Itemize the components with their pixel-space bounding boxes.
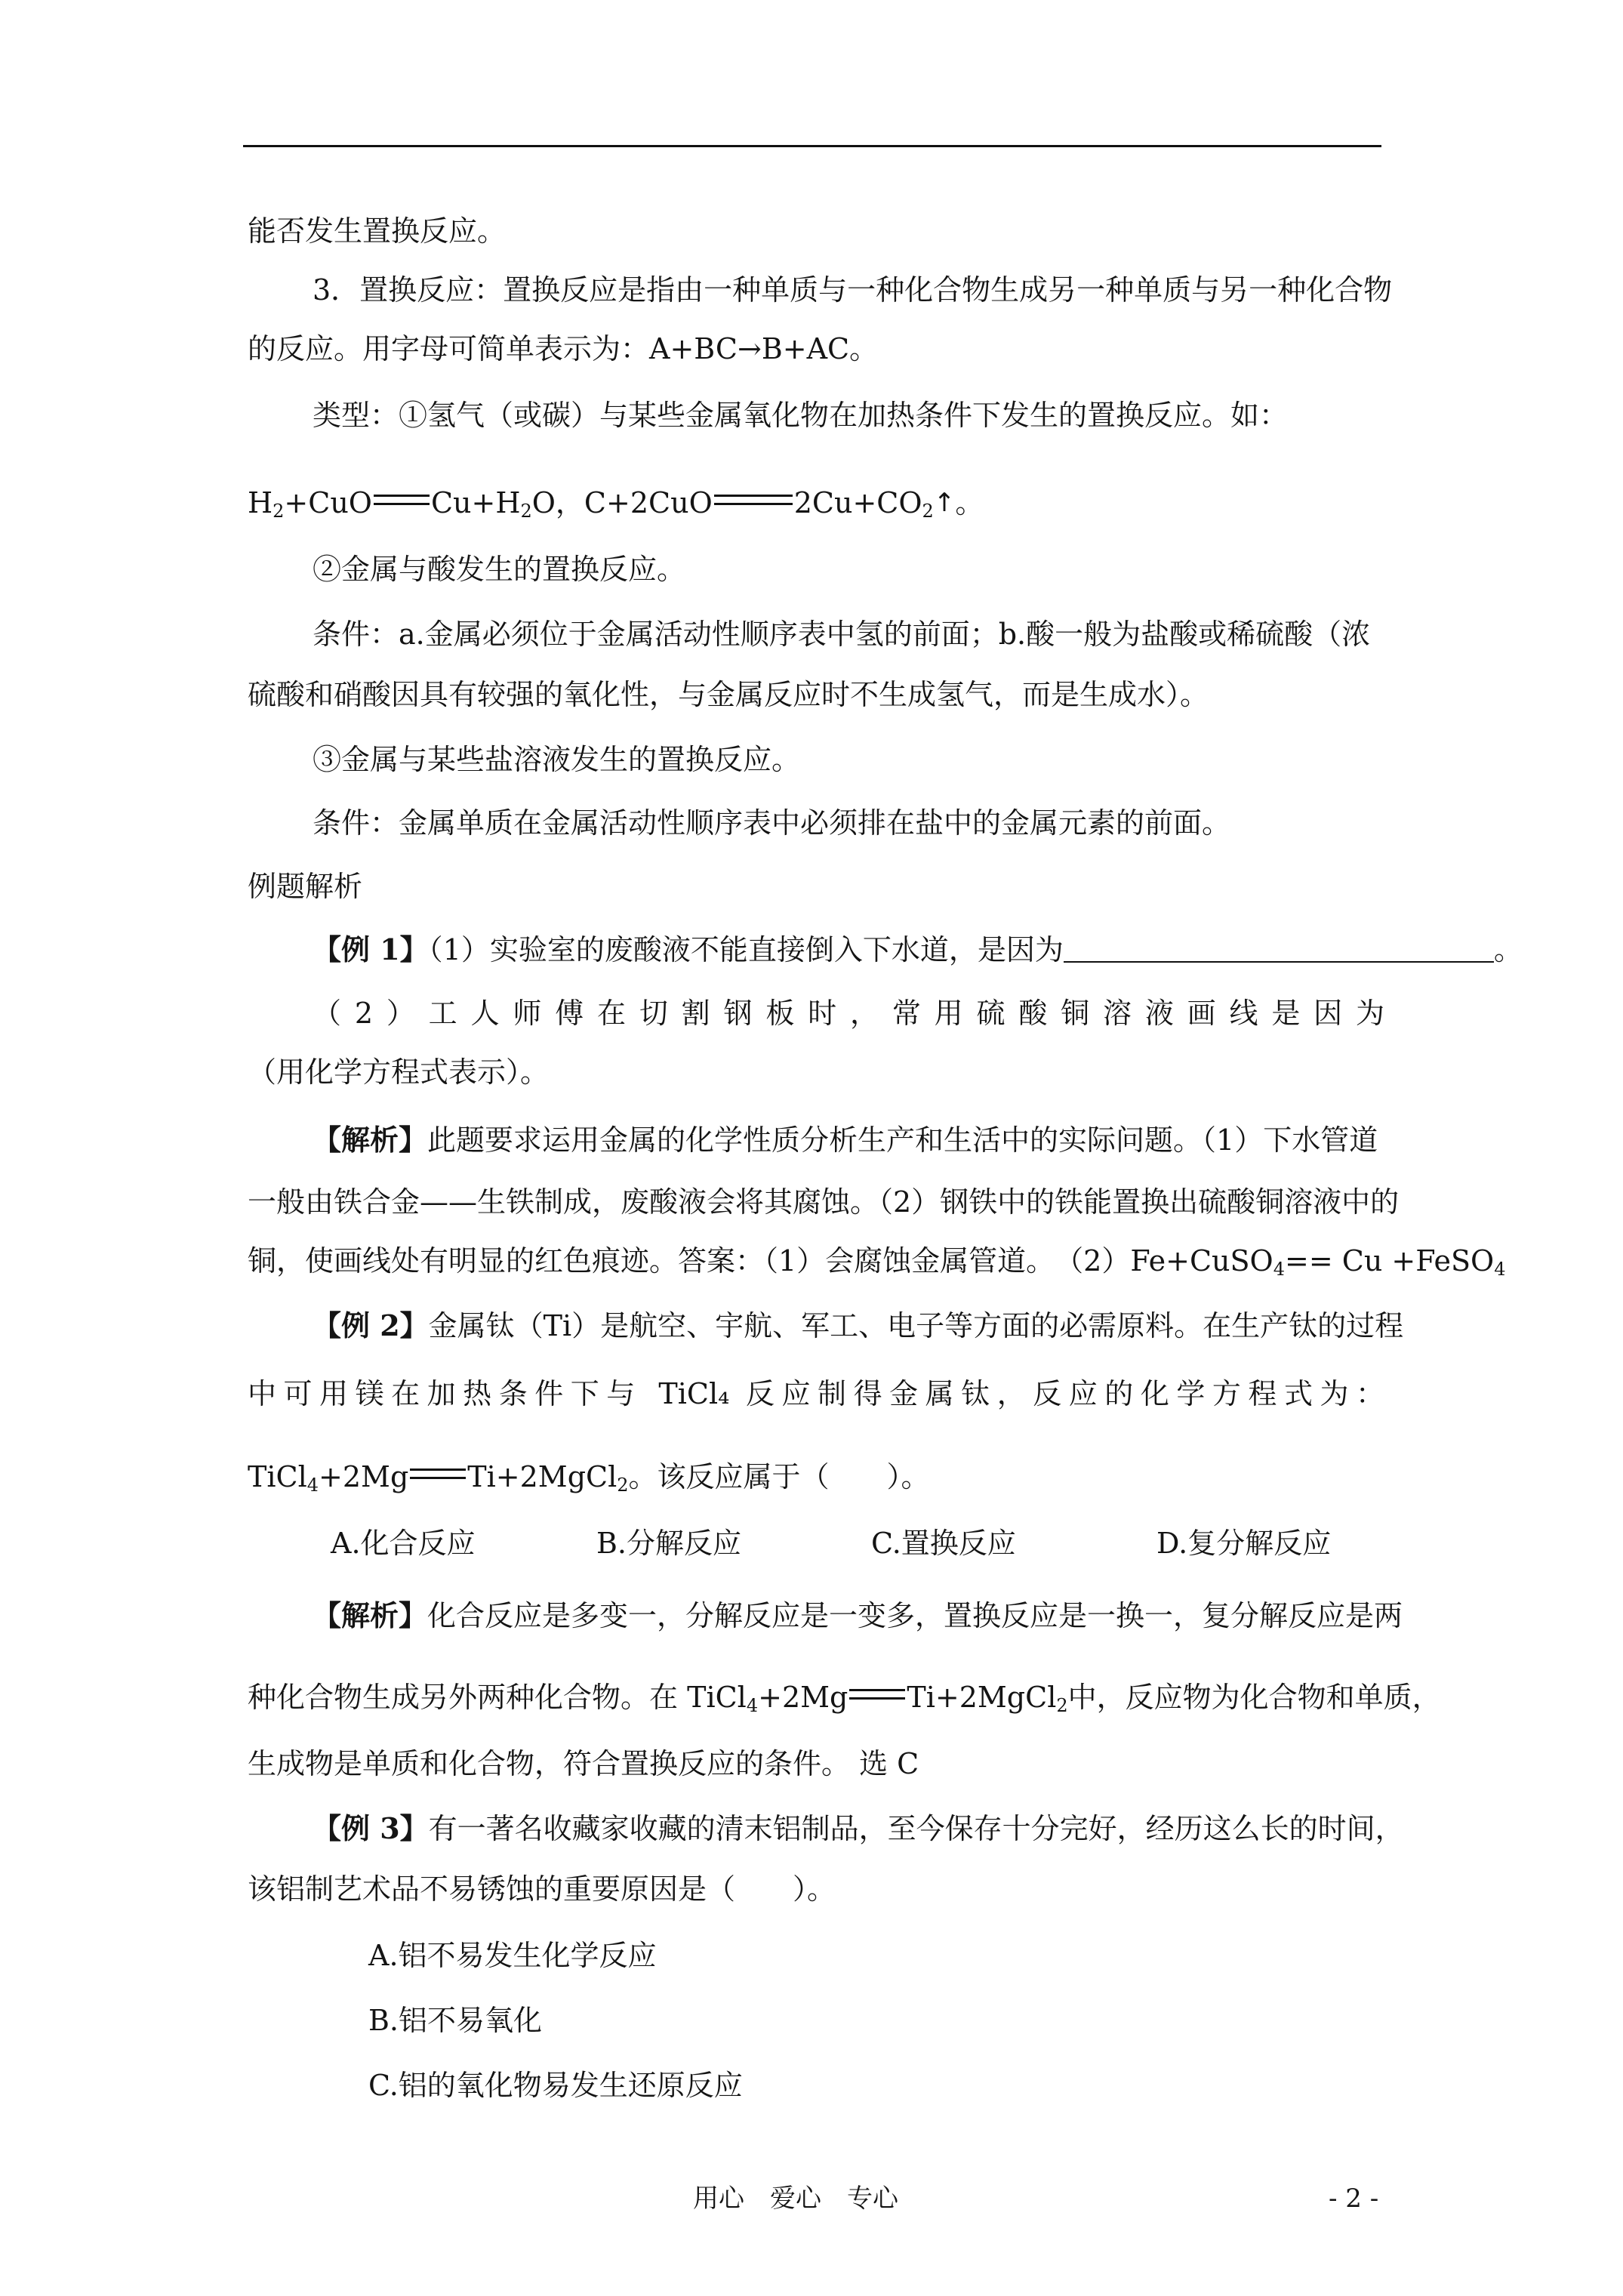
- text-line: 条件：金属单质在金属活动性顺序表中必须排在盐中的金属元素的前面。: [313, 806, 1231, 840]
- answer-line: 铜，使画线处有明显的红色痕迹。答案：（1）会腐蚀金属管道。 （2）Fe+CuSO$_4$== Cu +FeSO$_4$: [248, 1244, 1506, 1280]
- text-line: 该铝制艺术品不易锈蚀的重要原因是（ ）。: [248, 1872, 836, 1906]
- option-d-wrap: [1156, 1524, 1331, 1563]
- option-b[interactable]: B.分解反应: [596, 1527, 742, 1560]
- equation-line-2: TiCl$_4$+2Mg Ti+2MgCl$_2$。该反应属于（ ）。: [248, 1460, 930, 1496]
- equals-sign-icon: [849, 1689, 905, 1700]
- header-rule: [243, 145, 1381, 147]
- text-line: 硫酸和硝酸因具有较强的氧化性，与金属反应时不生成氢气，而是生成水）。: [248, 678, 1209, 711]
- equals-sign-icon: [714, 495, 793, 505]
- equation-line-1: $H_2+CuO$ $Cu+H_2O$，C+2CuO $2Cu+CO_2↑$。: [248, 483, 984, 522]
- page-number: - 2 -: [1329, 2184, 1379, 2214]
- text-line: 的反应。用字母可简单表示为：A+BC→B+AC。: [248, 332, 879, 365]
- analysis-2: 【解析】化合反应是多变一，分解反应是一变多，置换反应是一换一，复分解反应是两: [313, 1598, 1403, 1632]
- option-c-wrap: [871, 1524, 1016, 1563]
- option-c[interactable]: C.铝的氧化物易发生还原反应: [368, 2069, 743, 2102]
- equals-sign-icon: [374, 495, 430, 505]
- example-1-question: 【例 1】（1）实验室的废酸液不能直接倒入下水道，是因为 。: [313, 932, 1523, 966]
- option-b-wrap: [596, 1524, 741, 1563]
- text-line: （用化学方程式表示）。: [248, 1056, 550, 1089]
- option-a[interactable]: A.化合反应: [331, 1527, 476, 1560]
- section-heading: 例题解析: [248, 870, 363, 903]
- option-b[interactable]: B.铝不易氧化: [368, 2004, 543, 2037]
- text-line: 中可用镁在加热条件下与 TiCl₄ 反应制得金属钛，反应的化学方程式为：: [248, 1377, 1384, 1410]
- example-2-options: [331, 1524, 476, 1563]
- option-d[interactable]: D.复分解反应: [1156, 1527, 1332, 1560]
- analysis-1: 【解析】此题要求运用金属的化学性质分析生产和生活中的实际问题。（1）下水管道: [313, 1123, 1378, 1157]
- option-c[interactable]: C.置换反应: [871, 1527, 1016, 1560]
- text-line: 一般由铁合金——生铁制成，废酸液会将其腐蚀。（2）钢铁中的铁能置换出硫酸铜溶液中的: [248, 1185, 1400, 1219]
- text-line: 3．置换反应：置换反应是指由一种单质与一种化合物生成另一种单质与另一种化合物: [313, 273, 1393, 307]
- text-line: 生成物是单质和化合物，符合置换反应的条件。 选 C: [248, 1747, 919, 1780]
- option-a[interactable]: A.铝不易发生化学反应: [368, 1939, 657, 1972]
- analysis-2-line: 种化合物生成另外两种化合物。在 TiCl$_4$+2Mg Ti+2MgCl$_2$中，反应物为化合物和单质，: [248, 1681, 1441, 1716]
- text-line: （2）工人师傅在切割钢板时，常用硫酸铜溶液画线是因为: [313, 997, 1384, 1030]
- equals-sign-icon: [410, 1469, 466, 1479]
- text-line: 类型：①氢气（或碳）与某些金属氧化物在加热条件下发生的置换反应。如：: [313, 399, 1289, 432]
- example-3-question: 【例 3】有一著名收藏家收藏的清末铝制品，至今保存十分完好，经历这么长的时间，: [313, 1811, 1404, 1845]
- footer-motto: 用心 爱心 专心: [693, 2184, 898, 2214]
- example-2-question: 【例 2】金属钛（Ti）是航空、宇航、军工、电子等方面的必需原料。在生产钛的过程: [313, 1308, 1404, 1342]
- text-line: ③金属与某些盐溶液发生的置换反应。: [313, 743, 801, 776]
- text-line: 条件：a.金属必须位于金属活动性顺序表中氢的前面；b.酸一般为盐酸或稀硫酸（浓: [313, 618, 1371, 651]
- gas-up-arrow-icon: ↑: [933, 488, 956, 518]
- text-line: ②金属与酸发生的置换反应。: [313, 553, 686, 586]
- answer-blank[interactable]: [1064, 932, 1494, 963]
- text-line: 能否发生置换反应。: [248, 214, 507, 248]
